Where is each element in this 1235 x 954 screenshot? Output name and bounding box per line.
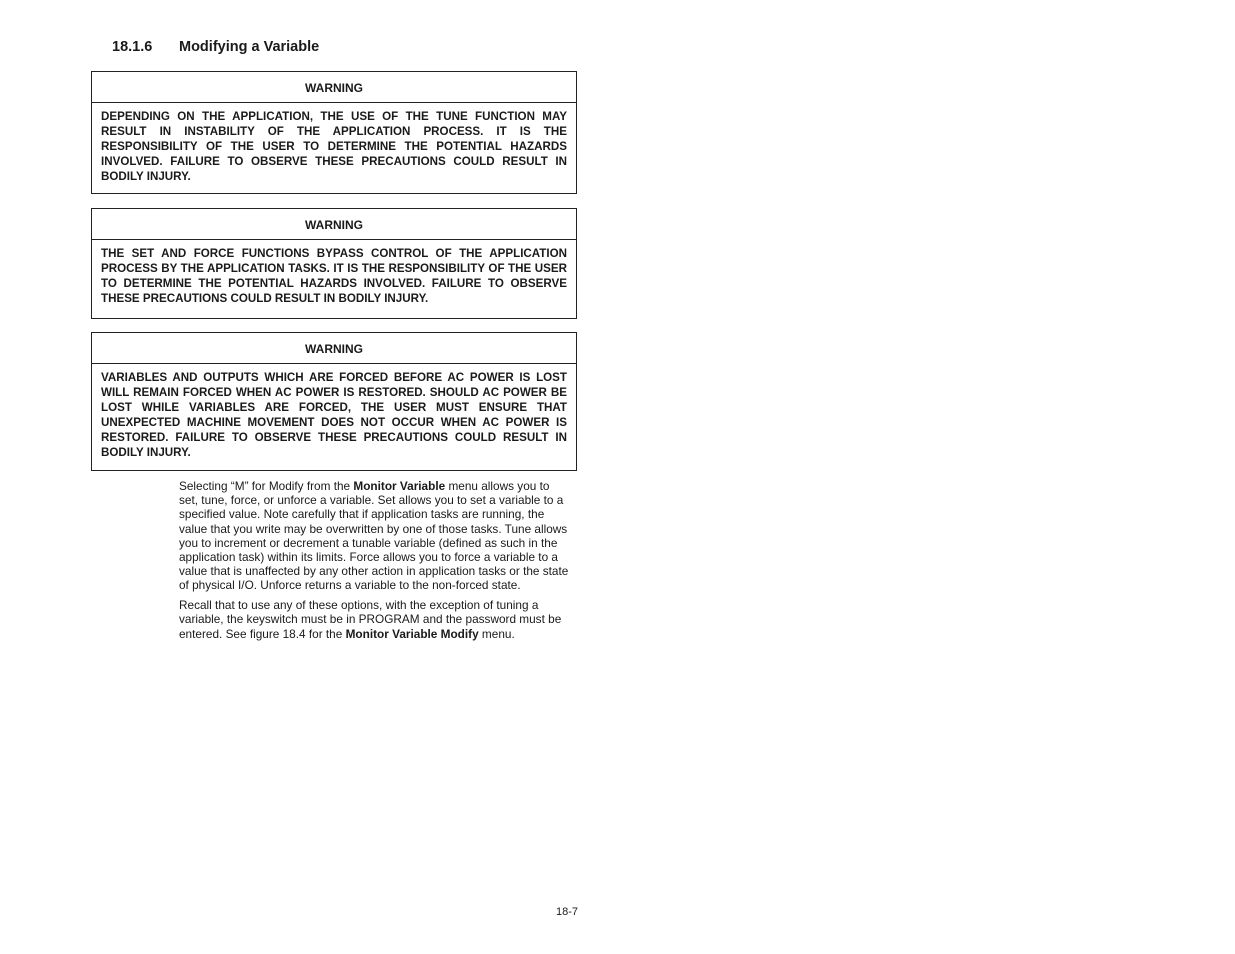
body-text bbox=[179, 479, 569, 646]
section-heading bbox=[112, 39, 319, 55]
warning-title: WARNING bbox=[92, 209, 576, 240]
paragraph-modify-options bbox=[179, 479, 569, 593]
warning-text: DEPENDING ON THE APPLICATION, THE USE OF THE TUNE FUNCTION MAY RESULT IN INSTABILITY OF THE APPLICATION PROCESS. IT IS THE RESPONSIBILITY OF THE USER TO DETERMINE THE POTENTIAL HAZARDS INVOLVED. FAILURE TO OBSERVE THESE PRECAUTIONS COULD RESULT IN BODILY INJURY. bbox=[101, 110, 567, 183]
text-run: menu. bbox=[478, 626, 515, 641]
text-run: Recall that to use any of these options, with the exception of tuning a variable, the keyswitch must be in PROGRAM and the password must be entered. See figure 18.4 for the bbox=[179, 598, 562, 641]
text-run: Selecting “M” for Modify from the bbox=[179, 479, 354, 493]
paragraph-keyswitch-note bbox=[179, 598, 569, 641]
warning-box-tune bbox=[91, 71, 577, 194]
page-number: 18-7 bbox=[556, 906, 579, 918]
menu-name-bold: Monitor Variable bbox=[353, 479, 446, 493]
menu-name-bold: Monitor Variable Modify bbox=[345, 626, 479, 641]
section-number: 18.1.6 bbox=[112, 39, 153, 55]
text-run: menu allows you to set, tune, force, or unforce a variable. Set allows you to set a variable to a specified value. Note carefully that if application tasks are running, the value that you write may be overwritten by one of those tasks. Tune allows you to increment or decrement a tunable variable (defined as such in the application task) within its limits. Force allows you to force a variable to a value that is unaffected by any other action in application tasks or the state of physical I/O. Unforce returns a variable to the non-forced state. bbox=[179, 479, 569, 593]
warning-title: WARNING bbox=[92, 72, 576, 103]
warning-box-set-force bbox=[91, 208, 577, 319]
warning-text: VARIABLES AND OUTPUTS WHICH ARE FORCED BEFORE AC POWER IS LOST WILL REMAIN FORCED WHEN AC POWER IS RESTORED. SHOULD AC POWER BE LOST WHILE VARIABLES ARE FORCED, THE USER MUST ENSURE THAT UNEXPECTED MACHINE MOVEMENT DOES NOT OCCUR WHEN AC POWER IS RESTORED. FAILURE TO OBSERVE THESE PRECAUTIONS COULD RESULT IN BODILY INJURY. bbox=[101, 371, 567, 459]
warning-box-ac-power bbox=[91, 332, 577, 471]
section-title: Modifying a Variable bbox=[179, 39, 320, 55]
warning-text: THE SET AND FORCE FUNCTIONS BYPASS CONTROL OF THE APPLICATION PROCESS BY THE APPLICATION TASKS. IT IS THE RESPONSIBILITY OF THE USER TO DETERMINE THE POTENTIAL HAZARDS INVOLVED. FAILURE TO OBSERVE THESE PRECAUTIONS COULD RESULT IN BODILY INJURY. bbox=[101, 247, 567, 305]
warning-title: WARNING bbox=[92, 333, 576, 364]
